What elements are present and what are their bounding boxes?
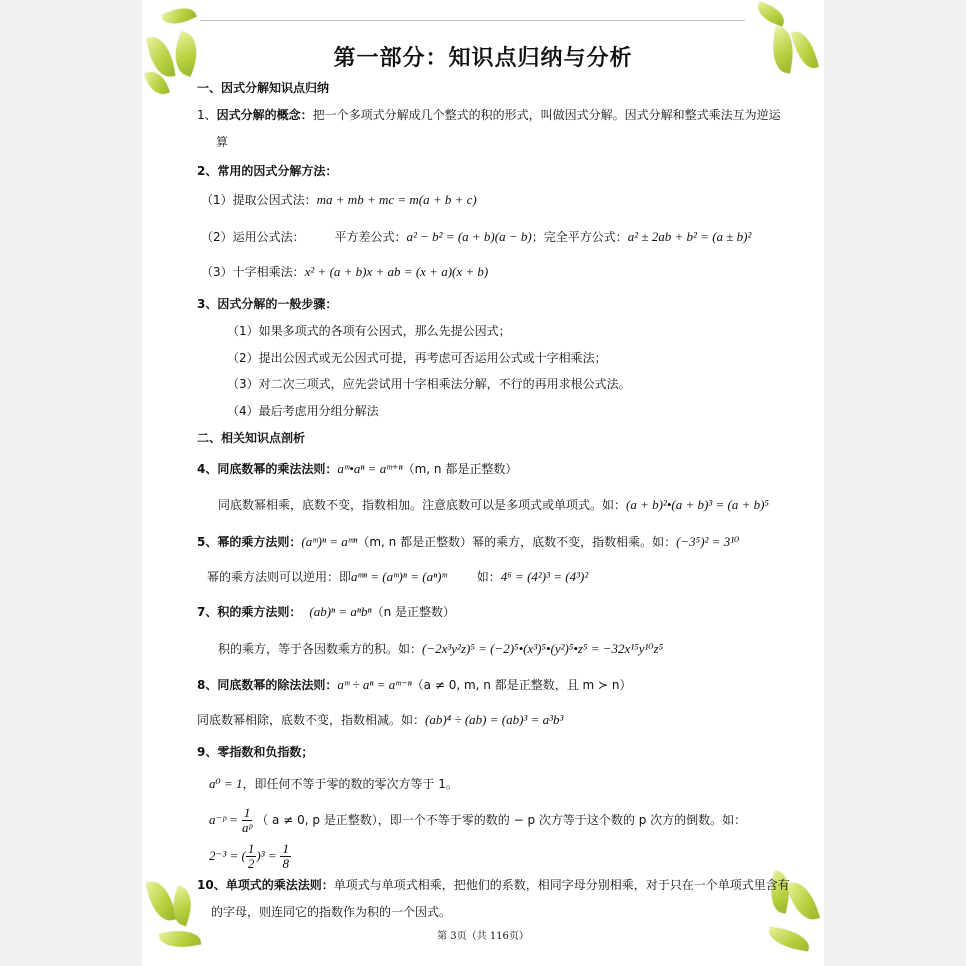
formula: aᵐⁿ = (aᵐ)ⁿ = (aⁿ)ᵐ xyxy=(351,569,447,584)
term: 5、幂的乘方法则： xyxy=(197,535,302,549)
formula: a⁻ᵖ = xyxy=(209,812,239,827)
label: （1）提取公因式法： xyxy=(201,193,317,207)
text: 同底数幂相乘，底数不变，指数相加。注意底数可以是多项式或单项式。如： xyxy=(218,498,627,512)
formula: (a + b)²•(a + b)³ = (a + b)⁵ xyxy=(626,497,769,512)
paragraph-7-cont xyxy=(218,641,663,657)
paragraph-2: 2、常用的因式分解方法： xyxy=(197,164,338,178)
term: 4、同底数幂的乘法法则： xyxy=(197,462,338,476)
formula: x² + (a + b)x + ab = (x + a)(x + b) xyxy=(304,264,489,279)
sub-label: 完全平方公式： xyxy=(543,230,628,244)
numerator: 1 xyxy=(282,841,289,856)
note: （m, n 都是正整数）幂的乘方，底数不变，指数相乘。如： xyxy=(357,535,677,549)
separator: ； xyxy=(531,230,544,244)
header-rule xyxy=(200,20,745,21)
numerator: 1 xyxy=(247,841,255,856)
section-heading: 二、相关知识点剖析 xyxy=(197,431,306,445)
text: 把一个多项式分解成几个整式的积的形式，叫做因式分解。因式分解和整式乘法互为逆运 xyxy=(312,108,781,122)
term: 7、积的乘方法则： xyxy=(197,605,302,619)
numerator: 1 xyxy=(243,805,251,820)
note: （a ≠ 0, m, n 都是正整数，且 m ≻ n） xyxy=(411,678,632,692)
formula: (ab)⁴ ÷ (ab) = (ab)³ = a³b³ xyxy=(425,712,564,727)
paragraph-7 xyxy=(197,604,455,620)
paragraph-10 xyxy=(197,877,790,893)
method-2 xyxy=(201,229,751,245)
paragraph-5 xyxy=(197,534,739,550)
paragraph-10-cont: 的字母，则连同它的指数作为积的一个因式。 xyxy=(211,905,452,919)
formula: (aᵐ)ⁿ = aᵐⁿ xyxy=(301,534,358,549)
formula: )³ = xyxy=(256,848,277,863)
denominator: 8 xyxy=(282,856,289,871)
formula: aᵐ•aⁿ = aᵐ⁺ⁿ xyxy=(337,461,403,476)
paragraph-8-cont xyxy=(197,712,563,728)
page-title: 第一部分：知识点归纳与分析 xyxy=(333,45,633,71)
formula: aᵐ ÷ aⁿ = aᵐ⁻ⁿ xyxy=(337,677,412,692)
paragraph-9a xyxy=(209,776,458,792)
fraction xyxy=(242,806,253,835)
term: 8、同底数幂的除法法则： xyxy=(197,678,338,692)
text: 单项式与单项式相乘，把他们的系数，相同字母分别相乘，对于只在一个单项式里含有 xyxy=(333,878,790,892)
example: 4⁶ = (4²)³ = (4³)² xyxy=(500,569,589,584)
step-item: （3）对二次三项式，应先尝试用十字相乘法分解，不行的再用求根公式法。 xyxy=(227,377,631,391)
note: （m, n 都是正整数） xyxy=(402,462,518,476)
paragraph-9b xyxy=(209,801,746,839)
text: 幂的乘方法则可以逆用：即 xyxy=(207,570,352,584)
sub-label: 平方差公式： xyxy=(334,230,407,244)
paragraph-9: 9、零指数和负指数； xyxy=(197,745,314,759)
fraction xyxy=(280,842,291,871)
paragraph-8 xyxy=(197,677,632,693)
formula: a⁰ = 1 xyxy=(209,776,243,791)
paragraph-9c xyxy=(209,838,291,874)
term: 10、单项式的乘法法则： xyxy=(197,878,334,892)
paragraph-1 xyxy=(197,107,781,123)
number: 1、 xyxy=(197,108,217,122)
step-item: （4）最后考虑用分组分解法 xyxy=(227,404,379,418)
formula: (−2x³y²z)⁵ = (−2)⁵•(x³)⁵•(y²)⁵•z⁵ = −32x¹⁵y¹⁰z⁵ xyxy=(422,641,664,656)
method-3 xyxy=(201,264,488,280)
label: （3）十字相乘法： xyxy=(201,265,305,279)
formula: (ab)ⁿ = aⁿbⁿ xyxy=(309,604,372,619)
text: 同底数幂相除，底数不变，指数相减。如： xyxy=(197,713,426,727)
paragraph-5-cont xyxy=(207,569,588,585)
section-heading: 一、因式分解知识点归纳 xyxy=(197,81,330,95)
term: 因式分解的概念： xyxy=(216,108,313,122)
paragraph-1-cont: 算 xyxy=(216,135,229,149)
denominator: 2 xyxy=(247,856,255,871)
paragraph-4-cont xyxy=(218,497,769,513)
paragraph-3: 3、因式分解的一般步骤： xyxy=(197,297,338,311)
step-item: （2）提出公因式或无公因式可提，再考虑可否运用公式或十字相乘法； xyxy=(227,351,607,365)
method-1 xyxy=(201,192,477,208)
step-item: （1）如果多项式的各项有公因式，那么先提公因式； xyxy=(227,324,511,338)
formula: a² ± 2ab + b² = (a ± b)² xyxy=(627,229,752,244)
formula: a² − b² = (a + b)(a − b) xyxy=(406,229,532,244)
text: ，即任何不等于零的数的零次方等于 1。 xyxy=(242,777,458,791)
label: （2）运用公式法： xyxy=(201,230,305,244)
fraction xyxy=(246,842,257,871)
formula: 2⁻³ = ( xyxy=(209,848,246,863)
text: 如： xyxy=(476,570,501,584)
text: （ a ≠ 0, p 是正整数），即一个不等于零的数的 − p 次方等于这个数的 p 次方的倒数。如： xyxy=(256,813,747,827)
note: （n 是正整数） xyxy=(371,605,455,619)
page-footer: 第 3页（共 116页） xyxy=(437,931,529,942)
text: 积的乘方，等于各因数乘方的积。如： xyxy=(218,642,423,656)
formula: ma + mb + mc = m(a + b + c) xyxy=(316,192,477,207)
example: (−3⁵)² = 3¹⁰ xyxy=(676,534,740,549)
denominator: aᵖ xyxy=(242,820,253,835)
paragraph-4 xyxy=(197,461,517,477)
